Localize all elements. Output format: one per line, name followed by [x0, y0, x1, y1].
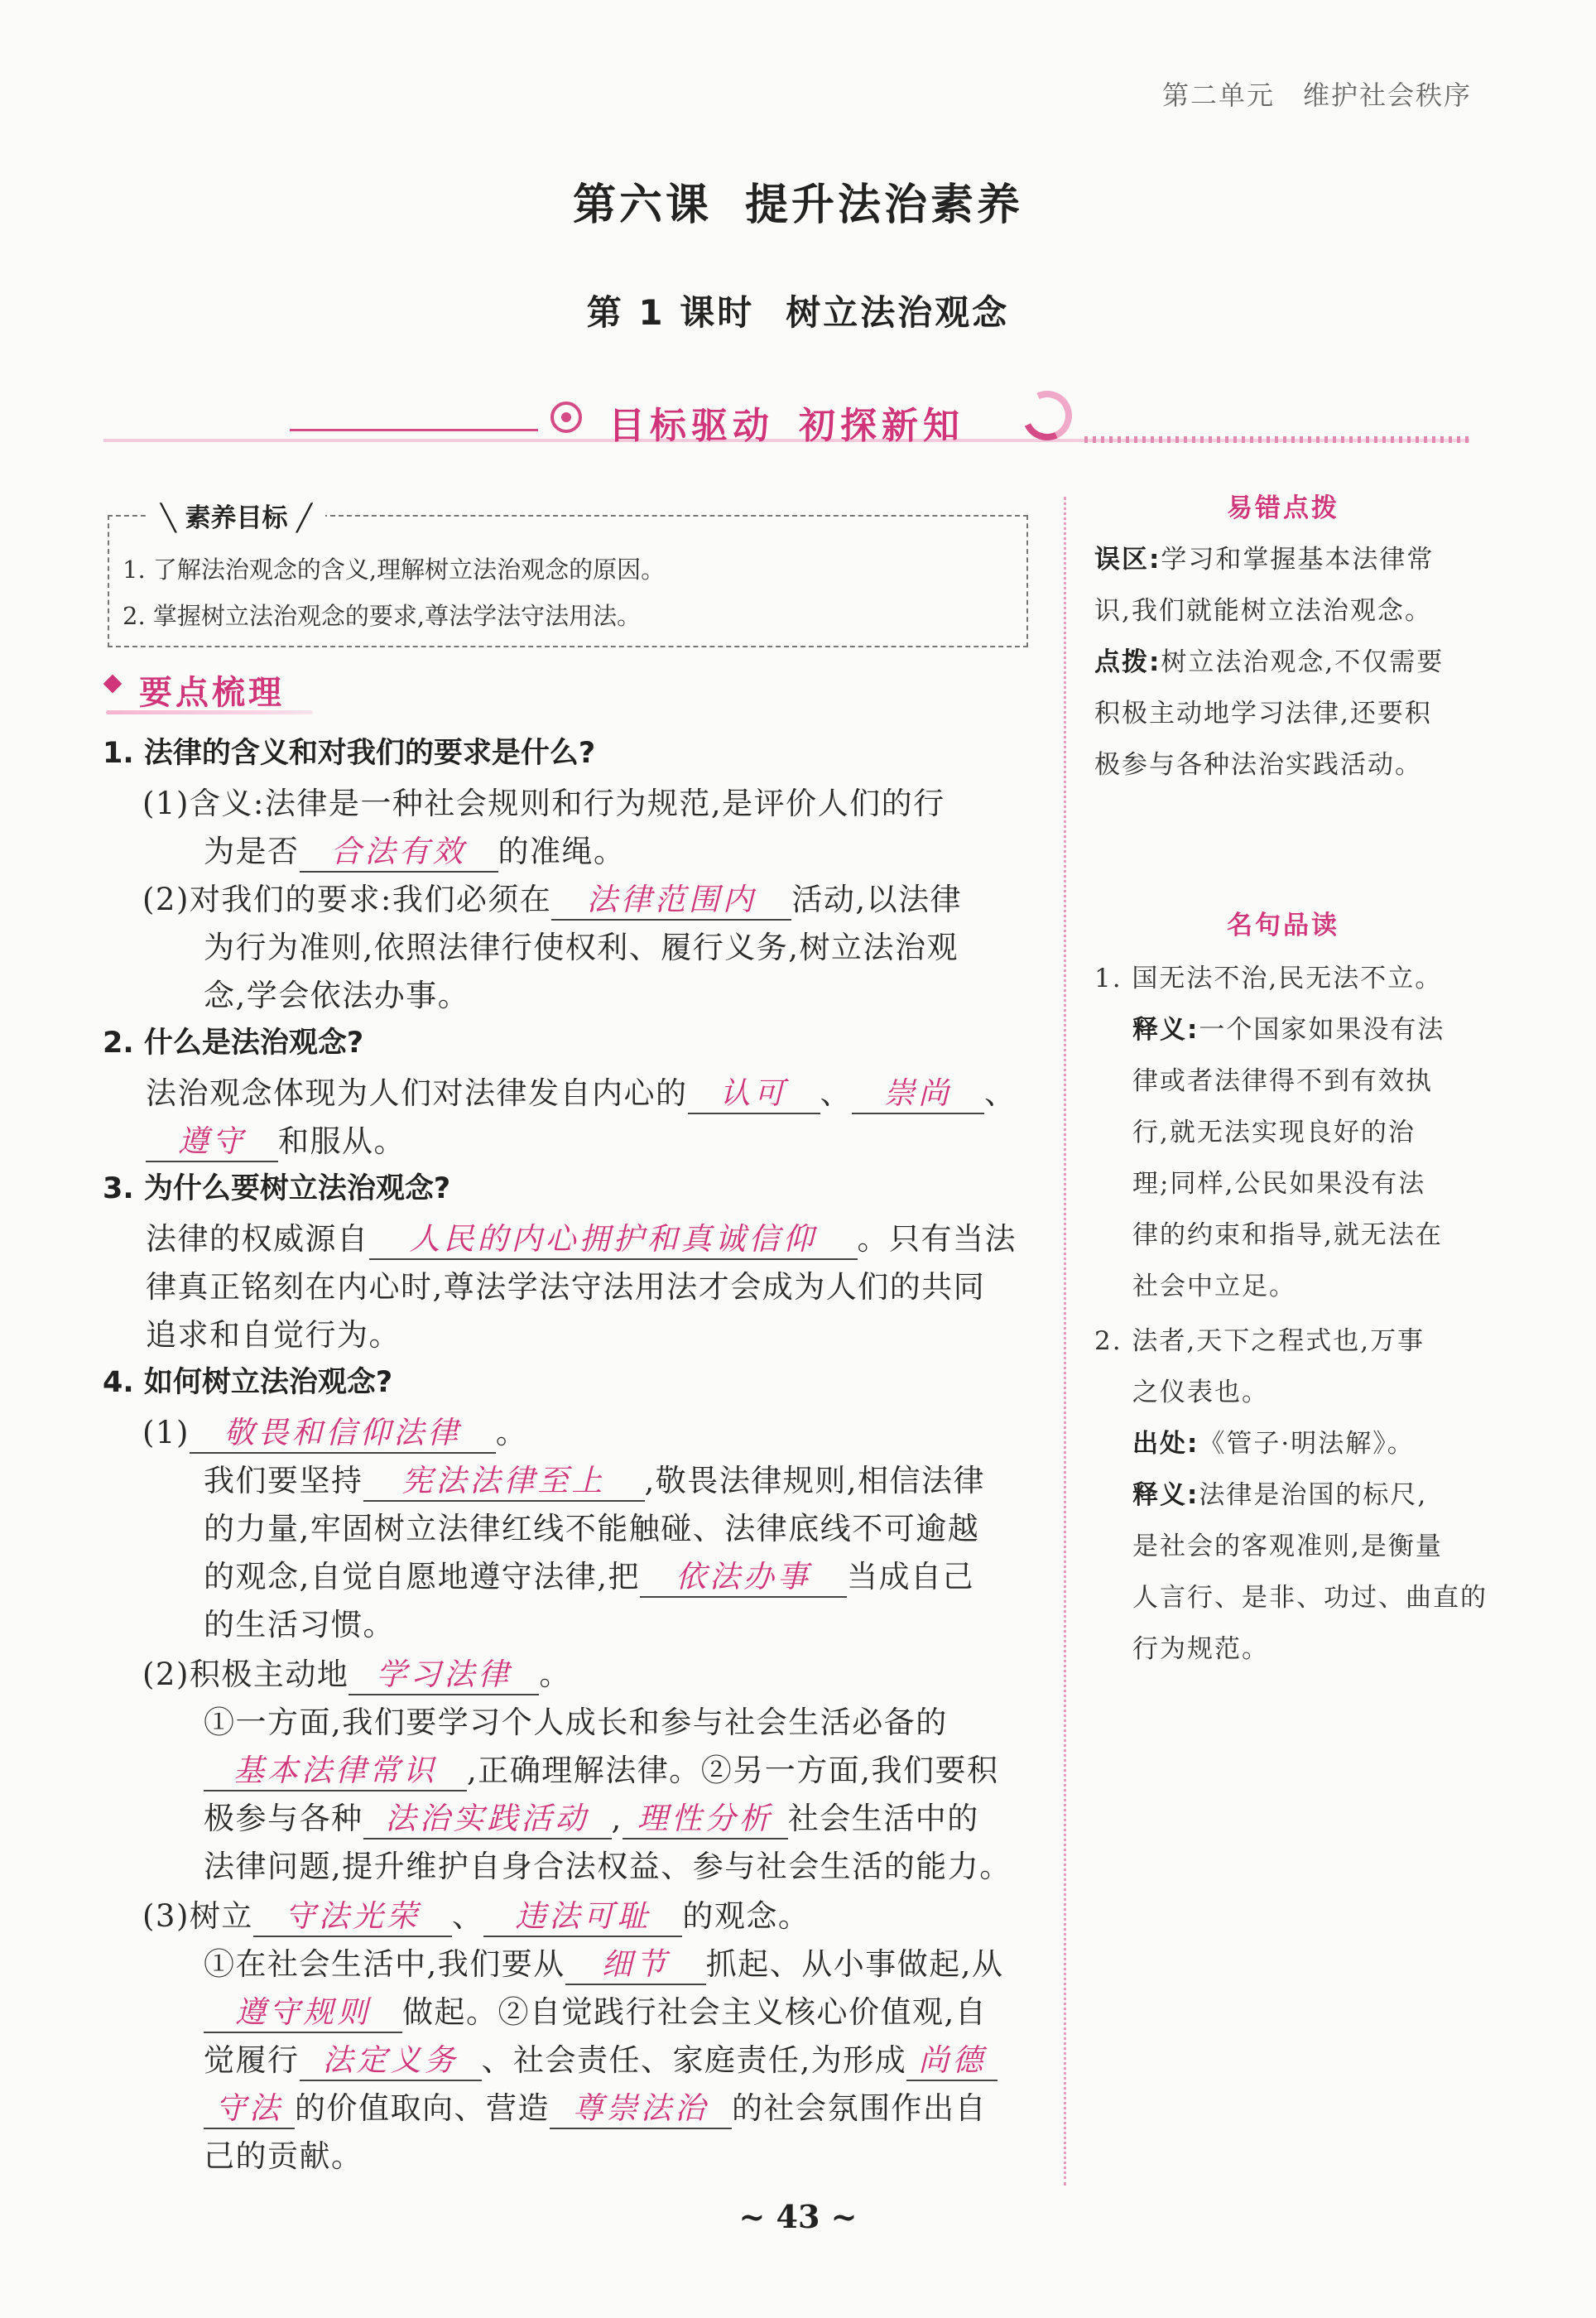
text-line: 社会中立足。	[1132, 1272, 1296, 1301]
text-line	[142, 874, 962, 921]
answer-blank: 合法有效	[300, 826, 498, 873]
text-fragment: 法律是治国的标尺,	[1199, 1480, 1428, 1510]
text-fragment: 做起。②自觉践行社会主义核心价值观,自	[402, 1994, 988, 2030]
text-fragment: 抓起、从小事做起,从	[705, 1946, 1004, 1982]
lesson-name: 提升法治素养	[745, 180, 1024, 230]
text-line: 的生活习惯。	[204, 1607, 395, 1642]
goals-title: ╲ 素养目标 ╱	[147, 497, 325, 534]
unit-label: 第二单元	[1161, 79, 1275, 111]
text-fragment: (2)积极主动地	[142, 1657, 349, 1692]
text-line	[204, 1455, 985, 1502]
text-fragment: 。	[539, 1657, 571, 1692]
question-1-title: 1. 法律的含义和对我们的要求是什么?	[103, 737, 596, 770]
lesson-number: 第六课	[572, 180, 712, 230]
answer-blank: 守法	[204, 2083, 295, 2129]
label: 误区:	[1094, 545, 1161, 575]
text-fragment: 和服从。	[278, 1123, 406, 1159]
text-line	[146, 1116, 406, 1162]
text-line: 理;同样,公民如果没有法	[1132, 1169, 1426, 1199]
text-line	[142, 1407, 527, 1454]
text-fragment: 。	[495, 1415, 528, 1450]
text-line	[142, 1891, 810, 1937]
answer-blank: 遵守	[146, 1116, 278, 1162]
text-fragment: 、	[451, 1898, 484, 1934]
text-line: 追求和自觉行为。	[146, 1317, 401, 1353]
goals-title-text: 素养目标	[185, 503, 288, 533]
text-line	[142, 1649, 571, 1695]
answer-blank: 认可	[688, 1068, 820, 1114]
answer-blank: 学习法律	[349, 1649, 539, 1695]
text-line: 之仪表也。	[1132, 1378, 1269, 1407]
text-fragment: 的准绳。	[498, 834, 626, 869]
text-line	[1132, 1008, 1445, 1046]
answer-blank: 基本法律常识	[204, 1745, 467, 1791]
swirl-icon	[1016, 384, 1079, 448]
banner-left-text: 目标驱动	[608, 405, 774, 447]
banner-dotted-rule	[1084, 436, 1473, 443]
label: 出处:	[1132, 1429, 1199, 1459]
column-divider	[1064, 497, 1066, 2186]
sidebar-heading: 名句品读	[1227, 911, 1339, 940]
text-line: 为行为准则,依照法律行使权利、履行义务,树立法治观	[204, 930, 959, 965]
answer-blank: 违法可耻	[483, 1891, 682, 1937]
text-fragment: 觉履行	[204, 2042, 300, 2078]
text-fragment: 法治观念体现为人们对法律发自内心的	[146, 1075, 688, 1111]
text-fragment: 为是否	[204, 834, 300, 869]
banner-right-text: 初探新知	[799, 405, 964, 447]
answer-blank: 宪法法律至上	[363, 1455, 645, 1502]
diamond-icon	[103, 675, 123, 694]
sidebar-heading: 易错点拨	[1227, 493, 1339, 523]
label: 释义:	[1132, 1015, 1199, 1045]
text-line	[1132, 1474, 1427, 1511]
text-fragment: ,正确理解法律。②另一方面,我们要积	[467, 1753, 999, 1788]
answer-blank: 人民的内心拥护和真诚信仰	[369, 1214, 858, 1260]
answer-blank: 理性分析	[623, 1793, 788, 1839]
text-line	[204, 2083, 987, 2129]
text-fragment: 、	[820, 1075, 852, 1111]
text-fragment: 学习和掌握基本法律常	[1161, 545, 1435, 575]
session-title	[0, 286, 1596, 335]
text-fragment: ,	[611, 1801, 623, 1836]
unit-theme: 维护社会秩序	[1302, 79, 1472, 111]
text-line: 行,就无法实现良好的治	[1132, 1118, 1416, 1147]
text-fragment: 树立法治观念,不仅需要	[1161, 647, 1445, 677]
target-icon	[550, 402, 582, 433]
text-line: 的力量,牢固树立法律红线不能触碰、法律底线不可逾越	[204, 1511, 980, 1546]
question-2-title: 2. 什么是法治观念?	[103, 1027, 364, 1060]
text-line: (1)含义:法律是一种社会规则和行为规范,是评价人们的行	[142, 786, 945, 821]
text-fragment: 的观念,自觉自愿地遵守法律,把	[204, 1559, 641, 1594]
text-line: 极参与各种法治实践活动。	[1094, 750, 1422, 780]
text-fragment: ,敬畏法律规则,相信法律	[644, 1463, 986, 1498]
text-fragment: 社会生活中的	[787, 1801, 979, 1836]
answer-blank: 遵守规则	[204, 1987, 402, 2033]
text-fragment: 我们要坚持	[204, 1463, 363, 1498]
page-number: ~ 43 ~	[738, 2198, 858, 2235]
text-fragment: ①在社会生活中,我们要从	[204, 1946, 565, 1982]
text-line: 律或者法律得不到有效执	[1132, 1066, 1433, 1096]
text-line: 1. 国无法不治,民无法不立。	[1094, 964, 1443, 993]
text-fragment: 法律的权威源自	[146, 1221, 369, 1257]
text-line: 律真正铭刻在内心时,尊法学法守法用法才会成为人们的共同	[146, 1269, 986, 1305]
lesson-title	[0, 170, 1596, 232]
label: 释义:	[1132, 1480, 1199, 1510]
text-line	[204, 1745, 999, 1791]
answer-blank: 依法办事	[640, 1551, 847, 1598]
text-line: 2. 法者,天下之程式也,万事	[1094, 1326, 1425, 1356]
answer-blank: 法律范围内	[551, 874, 791, 921]
banner-accent-line	[290, 429, 538, 431]
text-line: 念,学会依法办事。	[204, 978, 470, 1013]
running-head	[1162, 75, 1472, 113]
session-number: 第 1 课时	[586, 292, 755, 333]
text-line	[204, 826, 626, 873]
text-fragment: (3)树立	[142, 1898, 253, 1934]
answer-blank: 法定义务	[300, 2035, 482, 2081]
question-3-title: 3. 为什么要树立法治观念?	[103, 1172, 451, 1205]
text-line	[146, 1214, 1017, 1260]
text-line	[1132, 1422, 1415, 1460]
text-line	[1094, 641, 1444, 678]
answer-blank: 尚德	[906, 2035, 997, 2081]
text-fragment: 、	[984, 1075, 1017, 1111]
session-name: 树立法治观念	[786, 292, 1010, 333]
text-line: 法律问题,提升维护自身合法权益、参与社会生活的能力。	[204, 1849, 1012, 1884]
text-fragment: 的社会氛围作出自	[732, 2090, 987, 2126]
text-line: 是社会的客观准则,是衡量	[1132, 1532, 1443, 1561]
goal-item: 2. 掌握树立法治观念的要求,尊法学法守法用法。	[123, 602, 642, 630]
text-line: 行为规范。	[1132, 1634, 1269, 1664]
text-fragment: 当成自己	[847, 1559, 975, 1594]
text-line	[146, 1068, 1017, 1114]
text-line	[204, 1551, 974, 1598]
text-line: ①一方面,我们要学习个人成长和参与社会生活必备的	[204, 1705, 948, 1740]
text-fragment: 、社会责任、家庭责任,为形成	[481, 2042, 907, 2078]
text-line: 积极主动地学习法律,还要积	[1094, 699, 1432, 729]
text-fragment: 的观念。	[682, 1898, 810, 1934]
text-fragment: 。只有当法	[857, 1221, 1017, 1257]
label: 点拨:	[1094, 647, 1161, 677]
text-line: 律的约束和指导,就无法在	[1132, 1220, 1443, 1250]
goal-item: 1. 了解法治观念的含义,理解树立法治观念的原因。	[123, 555, 666, 584]
text-line: 己的贡献。	[204, 2138, 363, 2174]
text-fragment: 的价值取向、营造	[295, 2090, 550, 2126]
text-line	[204, 2035, 997, 2081]
text-fragment: 一个国家如果没有法	[1199, 1015, 1445, 1045]
text-line	[204, 1793, 979, 1839]
section-banner	[608, 396, 964, 449]
answer-blank: 细节	[565, 1939, 706, 1985]
answer-blank: 守法光荣	[253, 1891, 452, 1937]
text-line: 人言行、是非、功过、曲直的	[1132, 1583, 1488, 1613]
answer-blank: 法治实践活动	[363, 1793, 612, 1839]
text-fragment: 极参与各种	[204, 1801, 363, 1836]
question-4-title: 4. 如何树立法治观念?	[103, 1366, 393, 1399]
answer-blank: 尊崇法治	[550, 2083, 732, 2129]
text-line	[204, 1987, 987, 2033]
text-line: 识,我们就能树立法治观念。	[1094, 596, 1432, 626]
text-line	[1094, 538, 1434, 575]
text-fragment: 《管子·明法解》。	[1199, 1429, 1415, 1459]
section-heading: 要点梳理	[139, 674, 285, 712]
text-fragment: 活动,以法律	[791, 882, 963, 917]
text-line	[204, 1939, 1004, 1985]
answer-blank: 敬畏和信仰法律	[190, 1407, 496, 1454]
text-fragment: (2)对我们的要求:我们必须在	[142, 882, 552, 917]
answer-blank: 崇尚	[852, 1068, 984, 1114]
text-fragment: (1)	[142, 1415, 190, 1450]
